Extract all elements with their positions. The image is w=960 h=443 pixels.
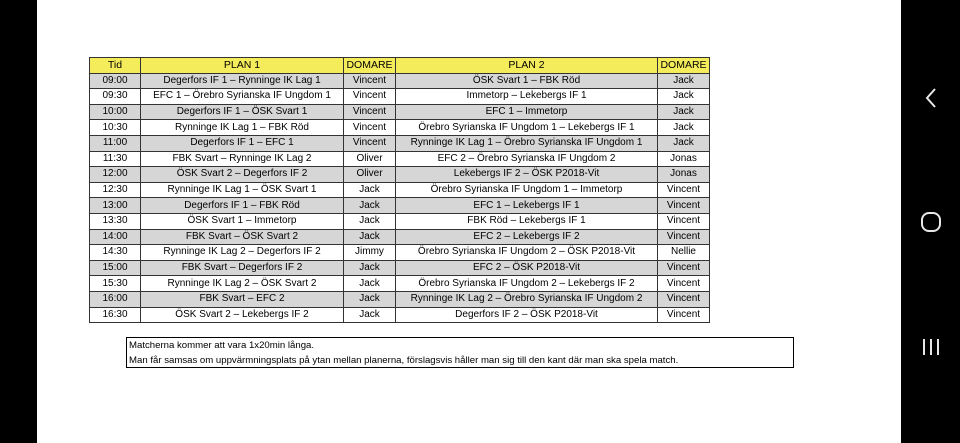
table-row [90,135,710,151]
table-row [90,120,710,136]
document-page [37,0,901,443]
cell-domare-1: Jack [344,260,396,276]
cell-domare-2: Jack [658,89,710,105]
cell-domare-1: Vincent [344,104,396,120]
cell-plan-2: Rynninge IK Lag 1 – Örebro Syrianska IF Ungdom 1 [396,135,658,151]
cell-domare-2: Jonas [658,151,710,167]
cell-domare-1: Jimmy [344,245,396,261]
cell-domare-2: Vincent [658,182,710,198]
cell-domare-2: Jack [658,120,710,136]
cell-plan-2: Degerfors IF 2 – ÖSK P2018-Vit [396,307,658,323]
cell-domare-1: Jack [344,291,396,307]
cell-plan-2: Örebro Syrianska IF Ungdom 1 – Lekebergs IF 1 [396,120,658,136]
cell-domare-1: Jack [344,198,396,214]
cell-tid: 11:30 [90,151,141,167]
cell-tid: 09:30 [90,89,141,105]
cell-domare-1: Oliver [344,167,396,183]
cell-plan-2: FBK Röd – Lekebergs IF 1 [396,213,658,229]
cell-tid: 16:00 [90,291,141,307]
header-plan-2: PLAN 2 [396,58,658,74]
header-row [90,58,710,74]
cell-tid: 12:00 [90,167,141,183]
cell-domare-1: Vincent [344,73,396,89]
cell-tid: 10:00 [90,104,141,120]
cell-tid: 09:00 [90,73,141,89]
table-row [90,167,710,183]
cell-domare-2: Jack [658,104,710,120]
cell-tid: 15:00 [90,260,141,276]
cell-domare-2: Nellie [658,245,710,261]
back-button[interactable] [901,73,960,123]
cell-domare-1: Vincent [344,135,396,151]
back-icon [923,87,939,109]
cell-plan-1: Rynninge IK Lag 1 – ÖSK Svart 1 [141,182,344,198]
cell-plan-2: EFC 1 – Immetorp [396,104,658,120]
header-tid: Tid [90,58,141,74]
table-row [90,182,710,198]
cell-tid: 10:30 [90,120,141,136]
cell-domare-1: Jack [344,307,396,323]
table-row [90,198,710,214]
cell-domare-1: Oliver [344,151,396,167]
recents-icon [921,337,941,357]
table-row [90,89,710,105]
cell-plan-2: EFC 2 – Lekebergs IF 2 [396,229,658,245]
table-row [90,276,710,292]
cell-plan-2: Örebro Syrianska IF Ungdom 2 – Lekebergs IF 2 [396,276,658,292]
cell-domare-1: Jack [344,182,396,198]
cell-plan-1: Degerfors IF 1 – Rynninge IK Lag 1 [141,73,344,89]
table-row [90,307,710,323]
cell-tid: 11:00 [90,135,141,151]
cell-domare-2: Vincent [658,291,710,307]
cell-plan-1: Degerfors IF 1 – FBK Röd [141,198,344,214]
table-row [90,73,710,89]
cell-plan-1: FBK Svart – EFC 2 [141,291,344,307]
cell-plan-1: EFC 1 – Örebro Syrianska IF Ungdom 1 [141,89,344,105]
table-row [90,151,710,167]
cell-plan-1: Rynninge IK Lag 2 – Degerfors IF 2 [141,245,344,261]
table-row [90,245,710,261]
cell-plan-1: ÖSK Svart 2 – Degerfors IF 2 [141,167,344,183]
cell-tid: 13:30 [90,213,141,229]
cell-plan-1: Rynninge IK Lag 1 – FBK Röd [141,120,344,136]
recents-button[interactable] [901,322,960,372]
cell-domare-1: Jack [344,276,396,292]
cell-plan-1: Degerfors IF 1 – EFC 1 [141,135,344,151]
home-icon [920,211,942,233]
cell-tid: 13:00 [90,198,141,214]
cell-domare-2: Vincent [658,213,710,229]
cell-plan-2: Rynninge IK Lag 2 – Örebro Syrianska IF Ungdom 2 [396,291,658,307]
table-row [90,104,710,120]
table-row [90,291,710,307]
header-domare-1: DOMARE [344,58,396,74]
cell-domare-2: Vincent [658,198,710,214]
cell-domare-1: Jack [344,213,396,229]
cell-plan-1: ÖSK Svart 1 – Immetorp [141,213,344,229]
table-row [90,229,710,245]
header-plan-1: PLAN 1 [141,58,344,74]
cell-plan-1: Rynninge IK Lag 2 – ÖSK Svart 2 [141,276,344,292]
android-nav-bar [901,0,960,443]
cell-plan-2: EFC 1 – Lekebergs IF 1 [396,198,658,214]
cell-tid: 14:00 [90,229,141,245]
table-row [90,213,710,229]
notes-box [126,337,794,368]
cell-domare-1: Jack [344,229,396,245]
cell-plan-1: FBK Svart – Degerfors IF 2 [141,260,344,276]
cell-plan-2: EFC 2 – Örebro Syrianska IF Ungdom 2 [396,151,658,167]
cell-plan-2: Örebro Syrianska IF Ungdom 2 – ÖSK P2018-Vit [396,245,658,261]
cell-plan-2: ÖSK Svart 1 – FBK Röd [396,73,658,89]
cell-plan-1: FBK Svart – Rynninge IK Lag 2 [141,151,344,167]
header-domare-2: DOMARE [658,58,710,74]
cell-plan-2: EFC 2 – ÖSK P2018-Vit [396,260,658,276]
cell-plan-2: Immetorp – Lekebergs IF 1 [396,89,658,105]
cell-plan-1: Degerfors IF 1 – ÖSK Svart 1 [141,104,344,120]
cell-domare-2: Jack [658,135,710,151]
home-button[interactable] [901,197,960,247]
cell-tid: 15:30 [90,276,141,292]
cell-domare-1: Vincent [344,89,396,105]
cell-plan-2: Lekebergs IF 2 – ÖSK P2018-Vit [396,167,658,183]
cell-plan-1: ÖSK Svart 2 – Lekebergs IF 2 [141,307,344,323]
cell-tid: 16:30 [90,307,141,323]
cell-domare-2: Jonas [658,167,710,183]
note-line: Man får samsas om uppvärmningsplats på ytan mellan planerna, förslagsvis håller man sig till den kant där man ska spela match. [129,355,679,366]
cell-domare-2: Vincent [658,307,710,323]
table-row [90,260,710,276]
cell-domare-2: Jack [658,73,710,89]
cell-domare-2: Vincent [658,229,710,245]
cell-domare-2: Vincent [658,276,710,292]
cell-tid: 14:30 [90,245,141,261]
cell-plan-1: FBK Svart – ÖSK Svart 2 [141,229,344,245]
cell-domare-2: Vincent [658,260,710,276]
cell-domare-1: Vincent [344,120,396,136]
cell-plan-2: Örebro Syrianska IF Ungdom 1 – Immetorp [396,182,658,198]
schedule-table [89,57,710,323]
cell-tid: 12:30 [90,182,141,198]
note-line: Matcherna kommer att vara 1x20min långa. [129,340,315,351]
